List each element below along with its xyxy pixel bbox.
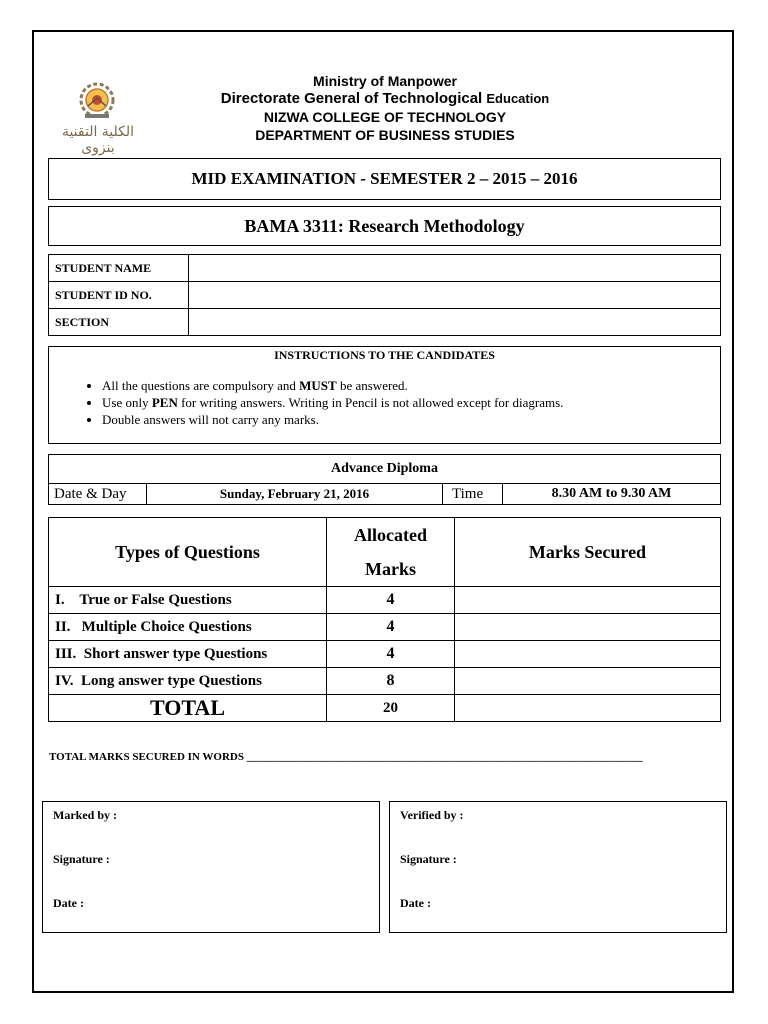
- instruction-text: for writing answers. Writing in Pencil is not allowed except for diagrams.: [177, 395, 564, 410]
- instruction-emphasis: MUST: [299, 378, 337, 393]
- marked-date-label: Date :: [53, 896, 84, 910]
- table-row: [49, 668, 721, 695]
- total-in-words-line[interactable]: TOTAL MARKS SECURED IN WORDS ________________________________________________________________________: [49, 751, 643, 763]
- program-name: Advance Diploma: [49, 455, 721, 484]
- student-id-row: [49, 282, 721, 309]
- instructions-box: [48, 346, 721, 444]
- instructions-list: [49, 377, 720, 428]
- allocated-marks: 4: [327, 641, 455, 668]
- marked-signature-label: Signature :: [53, 852, 110, 866]
- section-label: SECTION: [49, 309, 189, 336]
- allocated-header-line2: Marks: [365, 559, 416, 579]
- course-title-box: [48, 206, 721, 246]
- department-name: DEPARTMENT OF BUSINESS STUDIES: [255, 127, 515, 143]
- verified-by-box: [389, 801, 727, 933]
- types-header: Types of Questions: [49, 518, 327, 587]
- question-type: I. True or False Questions: [49, 587, 327, 614]
- table-row: [49, 641, 721, 668]
- date-value: Sunday, February 21, 2016: [147, 484, 443, 505]
- allocated-header: [327, 518, 455, 587]
- ministry-line: Ministry of Manpower: [313, 73, 457, 89]
- student-info-table: [48, 254, 721, 336]
- exam-title: MID EXAMINATION - SEMESTER 2 – 2015 – 2016: [191, 169, 578, 188]
- date-time-row: [49, 484, 721, 505]
- table-row: [49, 587, 721, 614]
- secured-marks-field[interactable]: [455, 641, 721, 668]
- allocated-marks: 8: [327, 668, 455, 695]
- instruction-item: [102, 394, 720, 411]
- exam-title-box: [48, 158, 721, 200]
- question-type: IV. Long answer type Questions: [49, 668, 327, 695]
- directorate-main: Directorate General of Technological: [220, 90, 487, 107]
- instruction-text: All the questions are compulsory and: [102, 378, 300, 393]
- secured-marks-field[interactable]: [455, 614, 721, 641]
- student-id-field[interactable]: [189, 282, 721, 309]
- table-row: [49, 614, 721, 641]
- college-name: NIZWA COLLEGE OF TECHNOLOGY: [263, 109, 507, 125]
- date-label: Date & Day: [49, 484, 147, 505]
- verified-signature-label: Signature :: [400, 852, 457, 866]
- allocated-marks: 4: [327, 614, 455, 641]
- allocated-marks: 4: [327, 587, 455, 614]
- question-type: III. Short answer type Questions: [49, 641, 327, 668]
- diploma-table: [48, 454, 721, 505]
- secured-header: Marks Secured: [455, 518, 721, 587]
- student-name-row: [49, 255, 721, 282]
- directorate-small: Education: [486, 91, 550, 106]
- marked-by-box: [42, 801, 380, 933]
- total-value: 20: [327, 695, 455, 722]
- section-row: [49, 309, 721, 336]
- instruction-text: Use only: [102, 395, 152, 410]
- time-value: 8.30 AM to 9.30 AM: [503, 484, 721, 505]
- college-logo: [44, 74, 150, 156]
- instruction-item: • Double answers will not carry any marks.: [102, 411, 720, 428]
- total-label: TOTAL: [49, 695, 327, 722]
- student-name-field[interactable]: [189, 255, 721, 282]
- total-row: [49, 695, 721, 722]
- instructions-title: INSTRUCTIONS TO THE CANDIDATES: [274, 348, 495, 362]
- instruction-item: [102, 377, 720, 394]
- verified-date-label: Date :: [400, 896, 431, 910]
- instruction-text: be answered.: [336, 378, 408, 393]
- course-title: BAMA 3311: Research Methodology: [244, 215, 525, 236]
- student-name-label: STUDENT NAME: [49, 255, 189, 282]
- section-field[interactable]: [189, 309, 721, 336]
- instruction-emphasis: PEN: [151, 395, 178, 410]
- marked-by-label: Marked by :: [53, 808, 117, 822]
- verified-by-label: Verified by :: [400, 808, 464, 822]
- question-type: II. Multiple Choice Questions: [49, 614, 327, 641]
- marks-header-row: [49, 518, 721, 587]
- secured-marks-field[interactable]: [455, 587, 721, 614]
- directorate-line: [140, 90, 630, 108]
- logo-arabic-text: الكلية التقنية بنزوى: [61, 124, 135, 156]
- time-label: Time: [443, 484, 503, 505]
- secured-marks-field[interactable]: [455, 668, 721, 695]
- program-row: [49, 455, 721, 484]
- student-id-label: STUDENT ID NO.: [49, 282, 189, 309]
- marks-table: [48, 517, 721, 722]
- total-secured-field[interactable]: [455, 695, 721, 722]
- allocated-header-line1: Allocated: [354, 525, 427, 545]
